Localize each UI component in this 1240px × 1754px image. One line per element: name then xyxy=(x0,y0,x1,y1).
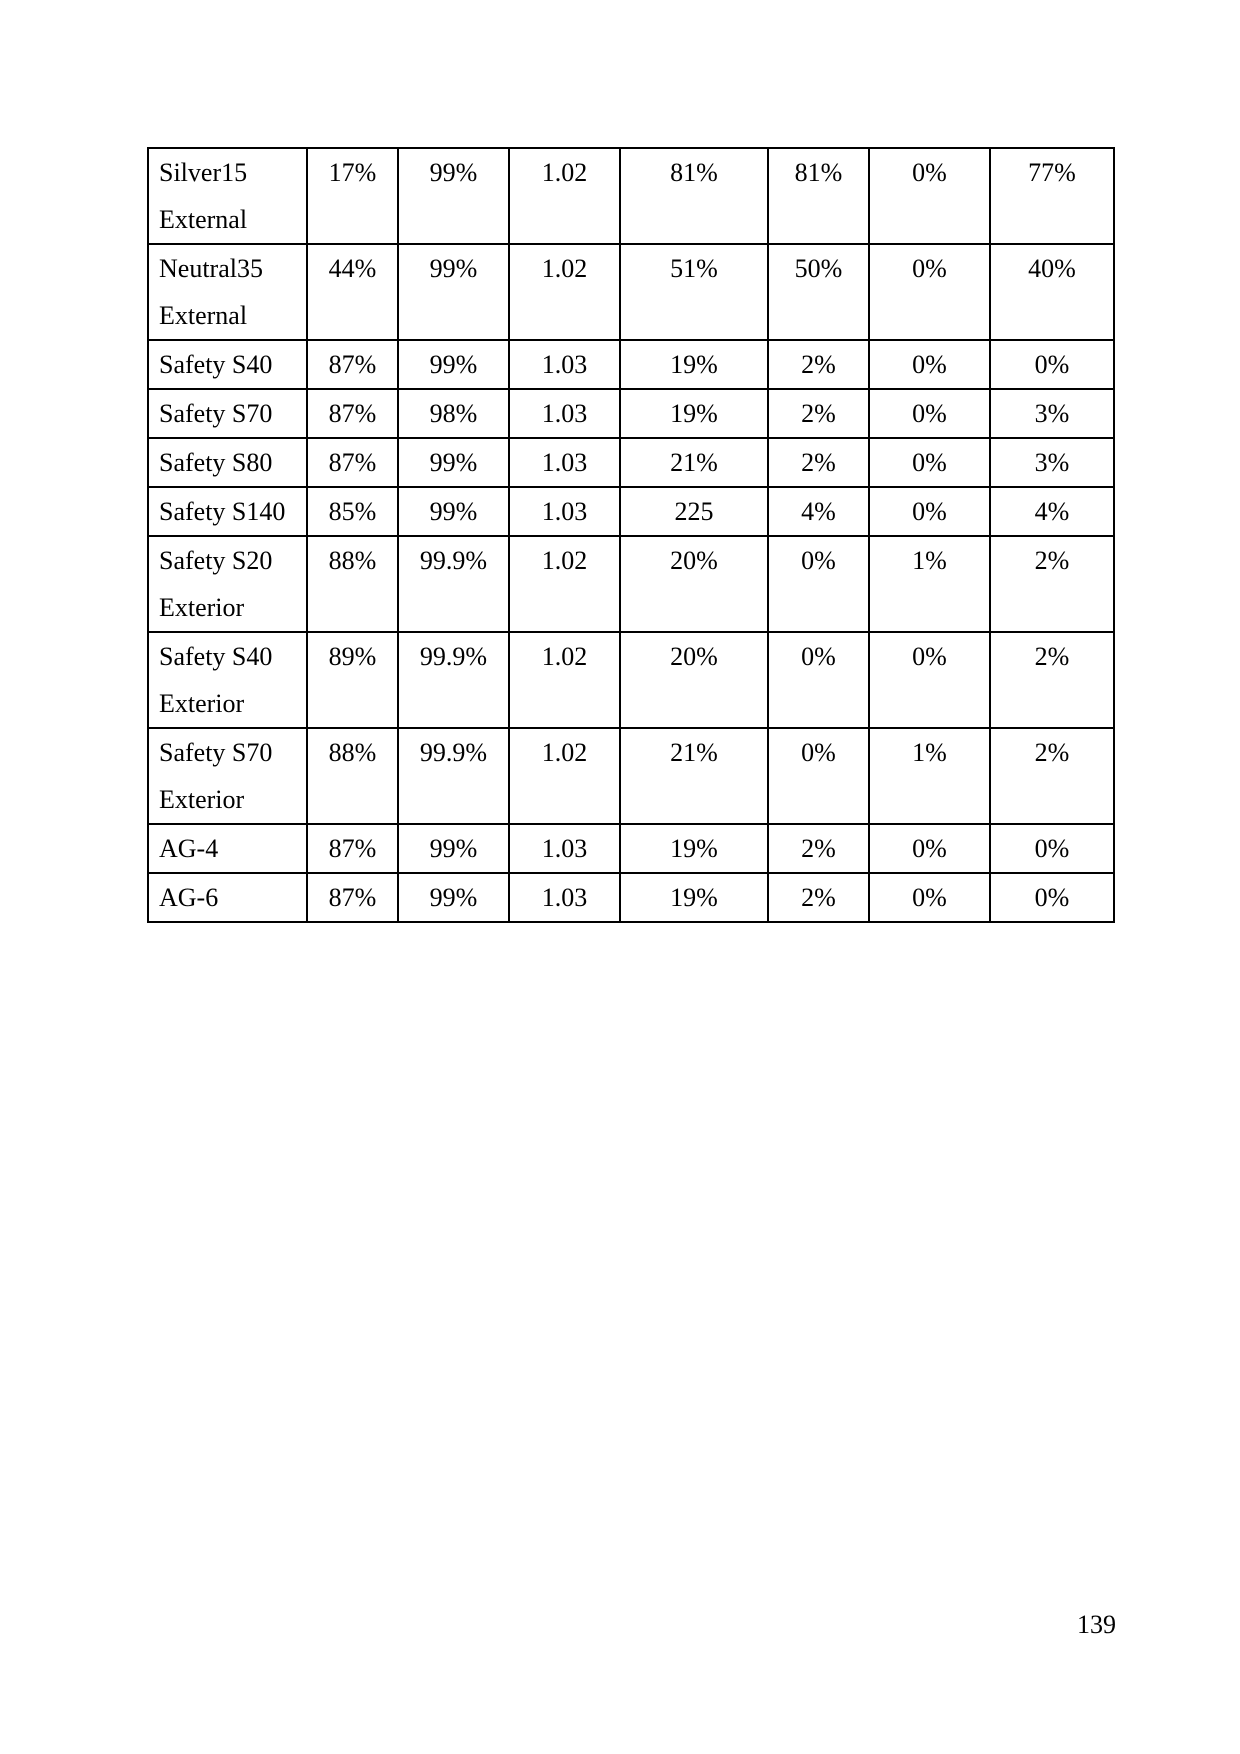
table-cell: 99.9% xyxy=(398,728,509,824)
row-label-line: AG-6 xyxy=(159,883,219,912)
row-label-line: Safety S140 xyxy=(159,497,286,526)
table-cell: 99% xyxy=(398,148,509,244)
table-cell: 99% xyxy=(398,438,509,487)
table-row xyxy=(148,389,1114,438)
table-cell: 99% xyxy=(398,244,509,340)
table-row xyxy=(148,244,1114,340)
table-cell: 0% xyxy=(990,340,1114,389)
table-cell: 21% xyxy=(620,728,768,824)
row-label-cell xyxy=(148,487,307,536)
table-row xyxy=(148,728,1114,824)
table-cell: 1.03 xyxy=(509,824,620,873)
table-cell: 4% xyxy=(768,487,869,536)
table-cell: 44% xyxy=(307,244,398,340)
table-cell: 1.03 xyxy=(509,487,620,536)
row-label-line: Safety S40 xyxy=(159,350,273,379)
row-label-line: Safety S70 xyxy=(159,738,273,767)
table-cell: 87% xyxy=(307,873,398,922)
row-label-line: Safety S70 xyxy=(159,399,273,428)
data-table xyxy=(147,147,1115,923)
table-cell: 40% xyxy=(990,244,1114,340)
table-cell: 225 xyxy=(620,487,768,536)
table-cell: 51% xyxy=(620,244,768,340)
row-label-cell xyxy=(148,340,307,389)
row-label-line: External xyxy=(159,205,248,234)
table-cell: 87% xyxy=(307,438,398,487)
table-cell: 1.03 xyxy=(509,389,620,438)
table-row xyxy=(148,438,1114,487)
table-cell: 99.9% xyxy=(398,632,509,728)
row-label-cell xyxy=(148,728,307,824)
table-cell: 89% xyxy=(307,632,398,728)
table-cell: 0% xyxy=(768,632,869,728)
table-cell: 19% xyxy=(620,389,768,438)
row-label-line: Safety S40 xyxy=(159,642,273,671)
table-cell: 2% xyxy=(768,340,869,389)
table-cell: 99% xyxy=(398,340,509,389)
table-cell: 19% xyxy=(620,340,768,389)
table-cell: 99% xyxy=(398,487,509,536)
row-label-line: Exterior xyxy=(159,593,245,622)
table-cell: 0% xyxy=(869,873,990,922)
table-cell: 2% xyxy=(990,536,1114,632)
table-cell: 2% xyxy=(990,632,1114,728)
row-label-line: Neutral35 xyxy=(159,254,263,283)
table-row xyxy=(148,873,1114,922)
table-cell: 0% xyxy=(869,487,990,536)
row-label-line: Exterior xyxy=(159,689,245,718)
row-label-cell xyxy=(148,389,307,438)
table-cell: 1.03 xyxy=(509,438,620,487)
table-cell: 0% xyxy=(869,438,990,487)
table-cell: 0% xyxy=(869,632,990,728)
row-label-cell xyxy=(148,873,307,922)
row-label-cell xyxy=(148,824,307,873)
table-cell: 19% xyxy=(620,824,768,873)
table-cell: 0% xyxy=(990,873,1114,922)
table-cell: 0% xyxy=(869,244,990,340)
row-label-line: Safety S80 xyxy=(159,448,273,477)
table-cell: 0% xyxy=(869,389,990,438)
table-cell: 2% xyxy=(768,873,869,922)
table-cell: 99% xyxy=(398,873,509,922)
table-cell: 85% xyxy=(307,487,398,536)
row-label-cell xyxy=(148,148,307,244)
table-cell: 20% xyxy=(620,632,768,728)
table-cell: 81% xyxy=(768,148,869,244)
table-cell: 3% xyxy=(990,389,1114,438)
table-cell: 81% xyxy=(620,148,768,244)
row-label-cell xyxy=(148,438,307,487)
table-cell: 87% xyxy=(307,340,398,389)
table-cell: 0% xyxy=(869,340,990,389)
row-label-line: Silver15 xyxy=(159,158,248,187)
table-cell: 99% xyxy=(398,824,509,873)
table-cell: 0% xyxy=(869,148,990,244)
row-label-cell xyxy=(148,244,307,340)
table-cell: 87% xyxy=(307,824,398,873)
table-cell: 1.03 xyxy=(509,873,620,922)
row-label-line: Exterior xyxy=(159,785,245,814)
table-cell: 1.02 xyxy=(509,632,620,728)
row-label-cell xyxy=(148,632,307,728)
table-cell: 88% xyxy=(307,728,398,824)
table-cell: 88% xyxy=(307,536,398,632)
table-cell: 0% xyxy=(768,728,869,824)
page-number: 139 xyxy=(1077,1610,1116,1639)
table-cell: 99.9% xyxy=(398,536,509,632)
row-label-line: Safety S20 xyxy=(159,546,273,575)
table-cell: 0% xyxy=(869,824,990,873)
table-cell: 4% xyxy=(990,487,1114,536)
table-cell: 1.02 xyxy=(509,536,620,632)
table-cell: 2% xyxy=(768,438,869,487)
table-row xyxy=(148,632,1114,728)
table-cell: 1.03 xyxy=(509,340,620,389)
table-cell: 50% xyxy=(768,244,869,340)
table-body xyxy=(148,148,1114,922)
row-label-cell xyxy=(148,536,307,632)
table-cell: 1.02 xyxy=(509,148,620,244)
table-row xyxy=(148,148,1114,244)
table-cell: 2% xyxy=(768,389,869,438)
row-label-line: External xyxy=(159,301,248,330)
table-cell: 1% xyxy=(869,536,990,632)
table-row xyxy=(148,487,1114,536)
table-cell: 0% xyxy=(990,824,1114,873)
row-label-line: AG-4 xyxy=(159,834,219,863)
table-cell: 2% xyxy=(768,824,869,873)
table-row xyxy=(148,824,1114,873)
table-cell: 1.02 xyxy=(509,244,620,340)
table-cell: 19% xyxy=(620,873,768,922)
table-row xyxy=(148,536,1114,632)
table-cell: 3% xyxy=(990,438,1114,487)
table-cell: 1% xyxy=(869,728,990,824)
table-cell: 17% xyxy=(307,148,398,244)
table-cell: 20% xyxy=(620,536,768,632)
table-cell: 1.02 xyxy=(509,728,620,824)
table-cell: 87% xyxy=(307,389,398,438)
table-cell: 21% xyxy=(620,438,768,487)
table-cell: 98% xyxy=(398,389,509,438)
table-cell: 2% xyxy=(990,728,1114,824)
table-cell: 77% xyxy=(990,148,1114,244)
table-cell: 0% xyxy=(768,536,869,632)
table-row xyxy=(148,340,1114,389)
